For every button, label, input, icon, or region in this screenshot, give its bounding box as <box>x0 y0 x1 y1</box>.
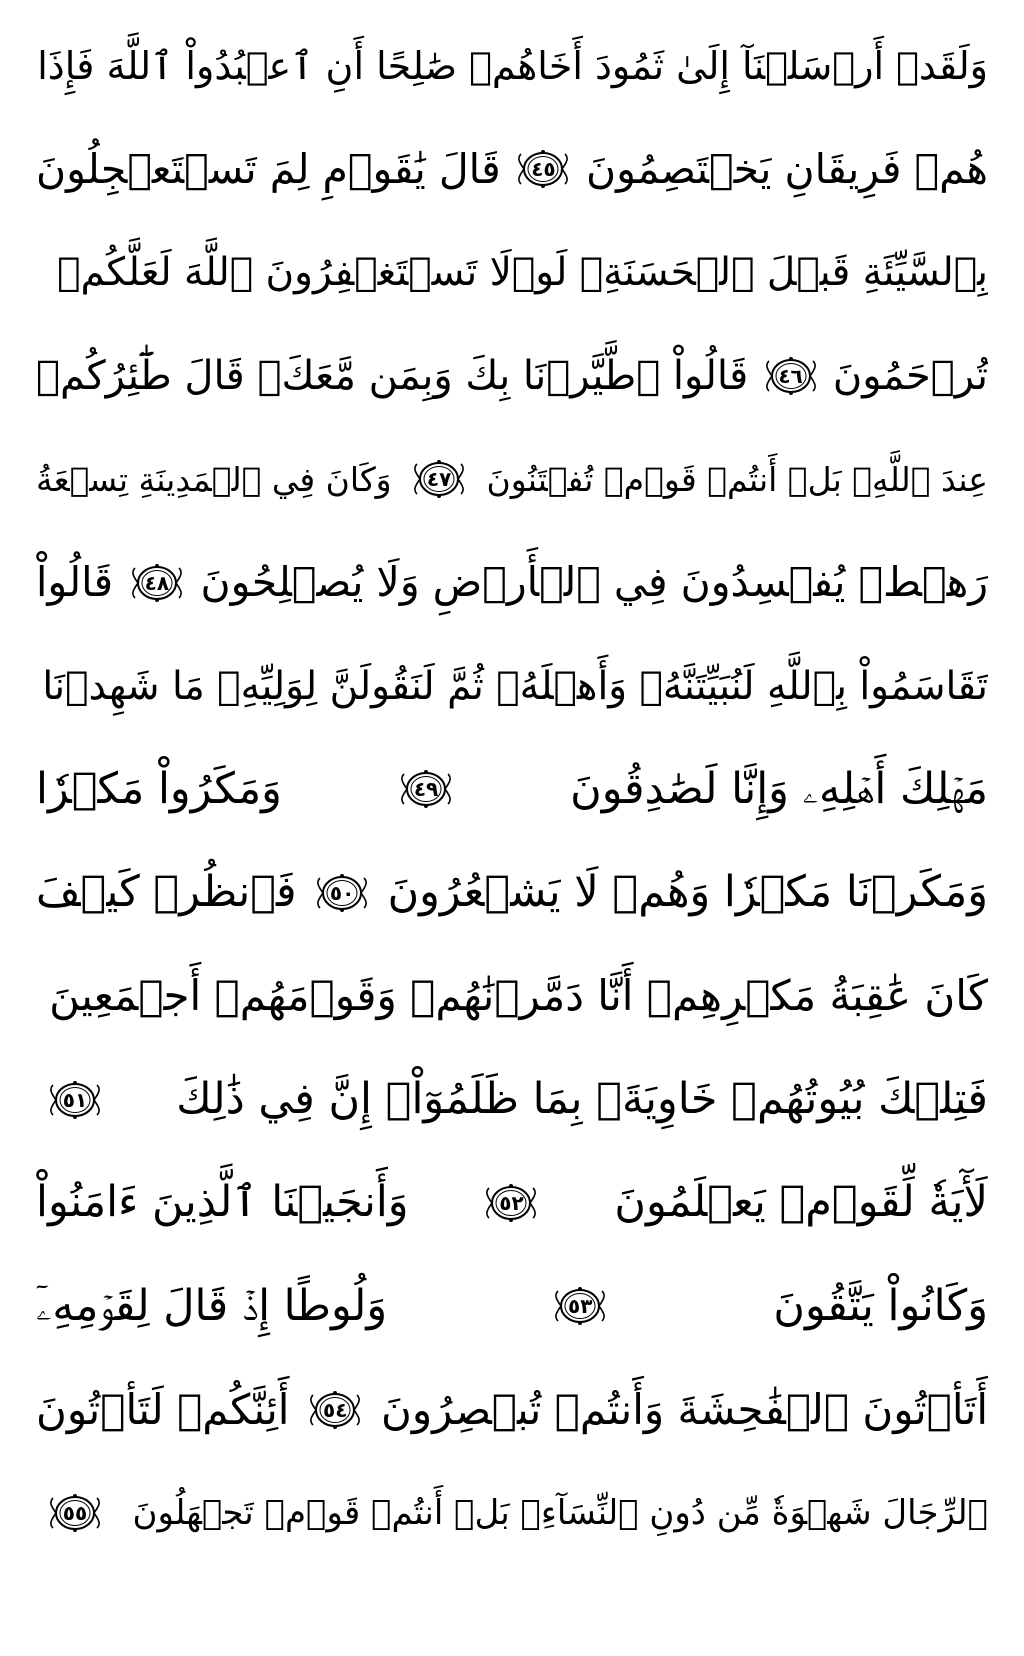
verse-text: تَقَاسَمُواْ بِٱللَّهِ لَنُبَيِّتَنَّهُۥ وَأَهۡلَهُۥ ثُمَّ لَنَقُولَنَّ لِوَلِيِّهِۦ مَا شَهِدۡنَا <box>42 663 988 709</box>
ayah-number-marker <box>410 455 468 503</box>
verse-text: فَتِلۡكَ بُيُوتُهُمۡ خَاوِيَةَۢ بِمَا ظَلَمُوٓاْۚ إِنَّ فِي ذَٰلِكَ <box>176 1074 988 1125</box>
verse-line <box>36 14 988 117</box>
ayah-number: ٥٥ <box>62 1501 88 1526</box>
verse-text: وَأَنجَيۡنَا ٱلَّذِينَ ءَامَنُواْ <box>36 1177 409 1228</box>
ayah-number-marker <box>397 765 455 813</box>
ayah-number-marker <box>46 1076 104 1124</box>
verse-line <box>36 634 988 737</box>
verse-line <box>36 428 988 531</box>
verse-text: وَكَانُواْ يَتَّقُونَ <box>773 1280 988 1331</box>
verse-text: ٱلرِّجَالَ شَهۡوَةٗ مِّن دُونِ ٱلنِّسَآءِۚ بَلۡ أَنتُمۡ قَوۡمٞ تَجۡهَلُونَ <box>132 1493 988 1534</box>
ayah-number: ٥٣ <box>568 1294 593 1319</box>
verse-line <box>36 1461 988 1564</box>
ayah-number-marker <box>482 1179 540 1227</box>
verse-line <box>36 945 988 1048</box>
verse-text: وَمَكَرُواْ مَكۡرٗا <box>36 763 282 814</box>
ayah-number: ٤٨ <box>144 570 170 595</box>
verse-text: هُمۡ فَرِيقَانِ يَخۡتَصِمُونَ <box>586 144 988 193</box>
verse-line <box>36 221 988 324</box>
ayah-number: ٤٦ <box>778 363 803 388</box>
ayah-number: ٤٩ <box>413 777 439 802</box>
ayah-number-marker <box>46 1489 104 1537</box>
verse-text: وَكَانَ فِي ٱلۡمَدِينَةِ تِسۡعَةُ <box>36 459 392 499</box>
verse-text: عِندَ ٱللَّهِۖ بَلۡ أَنتُمۡ قَوۡمٞ تُفۡتَنُونَ <box>486 459 988 499</box>
verse-text: قَالُواْ <box>36 558 114 607</box>
verse-line <box>36 324 988 427</box>
ayah-number: ٥٤ <box>323 1397 348 1422</box>
verse-line <box>36 1255 988 1358</box>
ayah-number-marker <box>313 869 371 917</box>
verse-text: فَٱنظُرۡ كَيۡفَ <box>36 867 297 918</box>
ayah-number: ٥١ <box>62 1087 88 1112</box>
verse-line <box>36 1048 988 1151</box>
verse-text: تُرۡحَمُونَ <box>832 352 988 399</box>
verse-text: وَمَكَرۡنَا مَكۡرٗا وَهُمۡ لَا يَشۡعُرُونَ <box>387 867 988 918</box>
ayah-number-marker <box>306 1386 364 1434</box>
verse-line <box>36 841 988 944</box>
verse-line <box>36 738 988 841</box>
verse-text: أَئِنَّكُمۡ لَتَأۡتُونَ <box>36 1384 290 1434</box>
verse-text: قَالَ يَٰقَوۡمِ لِمَ تَسۡتَعۡجِلُونَ <box>36 144 501 193</box>
ayah-number-marker <box>128 559 186 607</box>
verse-line <box>36 1151 988 1254</box>
ayah-number: ٥٢ <box>499 1190 524 1215</box>
ayah-number-marker <box>551 1282 609 1330</box>
ayah-number: ٤٧ <box>426 467 452 492</box>
verse-text: رَهۡطٖ يُفۡسِدُونَ فِي ٱلۡأَرۡضِ وَلَا يُصۡلِحُونَ <box>200 558 988 607</box>
verse-text: أَتَأۡتُونَ ٱلۡفَٰحِشَةَ وَأَنتُمۡ تُبۡصِرُونَ <box>381 1384 988 1434</box>
ayah-number: ٤٥ <box>531 157 556 182</box>
ayah-number: ٥٠ <box>329 880 355 905</box>
ayah-number-marker <box>762 352 820 400</box>
verse-line <box>36 1358 988 1461</box>
verse-line <box>36 117 988 220</box>
verse-text: كَانَ عَٰقِبَةُ مَكۡرِهِمۡ أَنَّا دَمَّرۡنَٰهُمۡ وَقَوۡمَهُمۡ أَجۡمَعِينَ <box>49 971 988 1021</box>
verse-line <box>36 531 988 634</box>
verse-text: مَهۡلِكَ أَهۡلِهِۦ وَإِنَّا لَصَٰدِقُونَ <box>570 763 988 814</box>
verse-text: بِٱلسَّيِّئَةِ قَبۡلَ ٱلۡحَسَنَةِۖ لَوۡلَا تَسۡتَغۡفِرُونَ ٱللَّهَ لَعَلَّكُمۡ <box>57 249 988 295</box>
verse-text: وَلُوطًا إِذۡ قَالَ لِقَوۡمِهِۦٓ <box>36 1280 388 1331</box>
verse-text: وَلَقَدۡ أَرۡسَلۡنَآ إِلَىٰ ثَمُودَ أَخَاهُمۡ صَٰلِحًا أَنِ ٱعۡبُدُواْ ٱللَّهَ فَإِذَا <box>37 43 988 88</box>
verse-text: لَأٓيَةٗ لِّقَوۡمٖ يَعۡلَمُونَ <box>614 1177 988 1228</box>
verse-text: قَالُواْ ٱطَّيَّرۡنَا بِكَ وَبِمَن مَّعَكَۚ قَالَ طَٰٓئِرُكُمۡ <box>36 352 749 399</box>
ayah-number-marker <box>514 145 572 193</box>
